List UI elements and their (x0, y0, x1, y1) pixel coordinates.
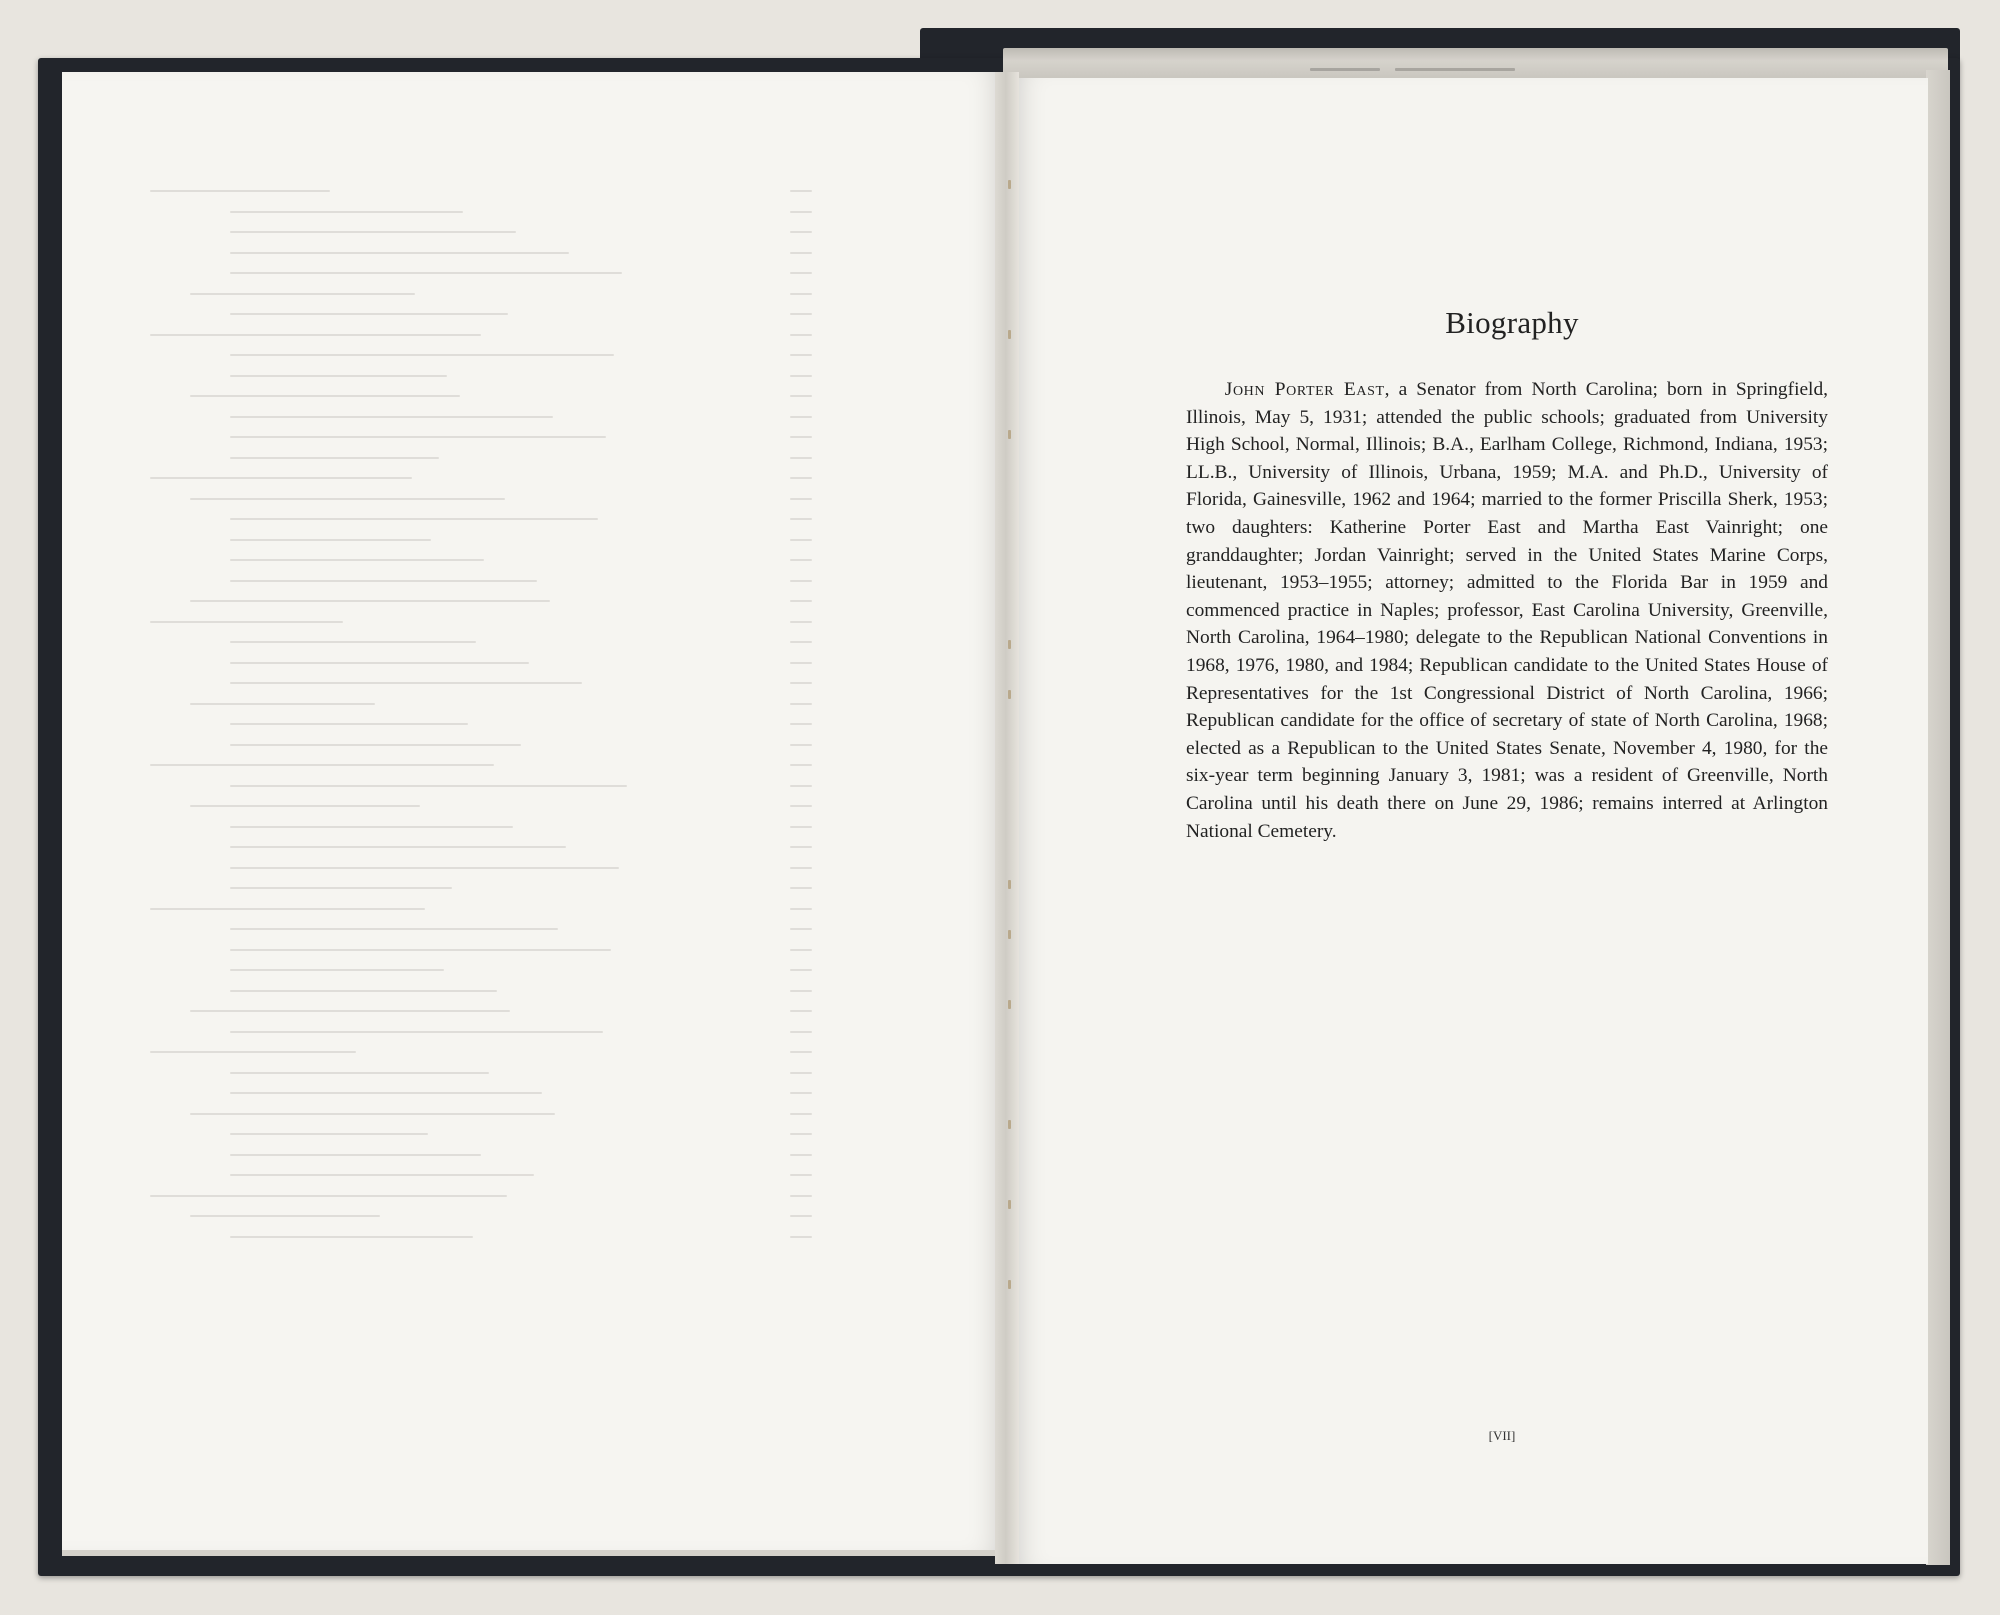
bleed-through-number (790, 867, 812, 869)
left-page-bleed-through (150, 190, 830, 1300)
bleed-through-line (230, 949, 611, 951)
bleed-through-line (150, 334, 481, 336)
bleed-through-line (230, 1133, 428, 1135)
binding-stitch (1008, 180, 1011, 189)
bleed-through-number (790, 805, 812, 807)
bleed-through-line (230, 1031, 603, 1033)
bleed-through-number (790, 1113, 812, 1115)
bleed-through-number (790, 723, 812, 725)
bleed-through-line (230, 990, 497, 992)
bleed-through-line (230, 272, 622, 274)
bleed-through-number (790, 498, 812, 500)
page-block-right-edge (1926, 70, 1950, 1565)
bleed-through-line (190, 1113, 555, 1115)
bleed-through-number (790, 621, 812, 623)
bleed-through-number (790, 682, 812, 684)
bleed-through-number (790, 744, 812, 746)
bleed-through-line (230, 375, 447, 377)
bleed-through-line (230, 1236, 473, 1238)
bleed-through-line (190, 1215, 380, 1217)
bleed-through-line (150, 1195, 507, 1197)
biography-paragraph (1186, 376, 1828, 845)
bleed-through-line (230, 1174, 534, 1176)
bleed-through-line (230, 785, 627, 787)
bleed-through-number (790, 375, 812, 377)
bleed-through-line (230, 826, 513, 828)
bleed-through-line (230, 1154, 481, 1156)
senator-name: John Porter East (1224, 379, 1385, 400)
bleed-through-number (790, 1051, 812, 1053)
binding-stitch (1008, 1120, 1011, 1129)
bleed-through-line (230, 662, 529, 664)
bleed-through-number (790, 764, 812, 766)
bleed-through-line (230, 416, 553, 418)
binding-stitch (1008, 640, 1011, 649)
bleed-through-number (790, 457, 812, 459)
bleed-through-line (190, 600, 550, 602)
bleed-through-line (230, 313, 508, 315)
bleed-through-number (790, 1195, 812, 1197)
bleed-through-number (790, 272, 812, 274)
bleed-through-number (790, 1174, 812, 1176)
bleed-through-line (230, 723, 468, 725)
bleed-through-number (790, 1010, 812, 1012)
bleed-through-line (150, 764, 494, 766)
bleed-through-line (190, 293, 415, 295)
bleed-through-line (190, 1010, 510, 1012)
biography-text: , a Senator from North Carolina; born in Springfield, Illinois, May 5, 1931; attended the public schools; graduated from University High School, Normal, Illinois; B.A., Earlham College, Richmond, Indiana, 1953; LL.B., University of Illinois, Urbana, 1959; M.A. and Ph.D., University of Florida, Gainesville, 1962 and 1964; married to the former Priscilla Sherk, 1953; two daughters: Katherine Porter East and Martha East Vainright; one granddaughter; Jordan Vainright; served in the United States Marine Corps, lieutenant, 1953–1955; attorney; admitted to the Florida Bar in 1959 and commenced practice in Naples; professor, East Carolina University, Greenville, North Carolina, 1964–1980; delegate to the Republican National Conventions in 1968, 1976, 1980, and 1984; Republican candidate to the United States House of Representatives for the 1st Congressional District of North Carolina, 1966; Republican candidate for the office of secretary of state of North Carolina, 1968; elected as a Republican to the United States Senate, November 4, 1980, for the six-year term beginning January 3, 1981; was a resident of Greenville, North Carolina until his death there on June 29, 1986; remains interred at Arlington National Cemetery. (1186, 379, 1828, 842)
bleed-through-number (790, 641, 812, 643)
bleed-through-number (790, 293, 812, 295)
bleed-through-number (790, 395, 812, 397)
bleed-through-line (230, 211, 463, 213)
bleed-through-number (790, 949, 812, 951)
bleed-through-number (790, 1133, 812, 1135)
bleed-through-line (150, 621, 343, 623)
bleed-through-number (790, 252, 812, 254)
bleed-through-number (790, 887, 812, 889)
bleed-through-line (150, 908, 425, 910)
bleed-through-line (230, 580, 537, 582)
bleed-through-line (230, 928, 558, 930)
bleed-through-number (790, 928, 812, 930)
bleed-through-number (790, 539, 812, 541)
bleed-through-line (190, 703, 375, 705)
bleed-through-number (790, 416, 812, 418)
bleed-through-line (190, 498, 505, 500)
bleed-through-line (230, 518, 598, 520)
bleed-through-line (230, 682, 582, 684)
bleed-through-number (790, 1154, 812, 1156)
bleed-through-number (790, 354, 812, 356)
bleed-through-number (790, 580, 812, 582)
bleed-through-number (790, 826, 812, 828)
bleed-through-line (230, 867, 619, 869)
binding-stitch (1008, 430, 1011, 439)
binding-stitch (1008, 930, 1011, 939)
bleed-through-number (790, 231, 812, 233)
bleed-through-number (790, 477, 812, 479)
binding-stitch (1008, 1200, 1011, 1209)
bleed-through-number (790, 990, 812, 992)
bleed-through-line (190, 805, 420, 807)
bleed-through-number (790, 334, 812, 336)
bleed-through-number (790, 785, 812, 787)
bleed-through-line (230, 744, 521, 746)
bleed-through-line (230, 457, 439, 459)
bleed-through-number (790, 436, 812, 438)
binding-stitch (1008, 330, 1011, 339)
bleed-through-number (790, 1092, 812, 1094)
bleed-through-number (790, 313, 812, 315)
page-title: Biography (1445, 305, 1579, 340)
binding-stitch (1008, 880, 1011, 889)
bleed-through-line (230, 559, 484, 561)
bleed-through-number (790, 1236, 812, 1238)
bleed-through-line (230, 887, 452, 889)
bleed-through-line (230, 252, 569, 254)
bleed-through-number (790, 600, 812, 602)
bleed-through-number (790, 908, 812, 910)
bleed-through-line (230, 1072, 489, 1074)
binding-stitch (1008, 690, 1011, 699)
bleed-through-number (790, 211, 812, 213)
binding-stitch (1008, 1000, 1011, 1009)
bleed-through-number (790, 662, 812, 664)
book-gutter (995, 72, 1019, 1564)
bleed-through-number (790, 1072, 812, 1074)
bleed-through-number (790, 1031, 812, 1033)
bleed-through-line (230, 231, 516, 233)
bleed-through-number (790, 518, 812, 520)
bleed-through-line (230, 846, 566, 848)
bleed-through-line (230, 969, 444, 971)
bleed-through-number (790, 190, 812, 192)
bleed-through-line (230, 539, 431, 541)
bleed-through-number (790, 559, 812, 561)
bleed-through-number (790, 1215, 812, 1217)
bleed-through-number (790, 969, 812, 971)
bleed-through-line (230, 354, 614, 356)
page-number: [VII] (1488, 1428, 1516, 1443)
bleed-through-line (150, 1051, 356, 1053)
bleed-through-line (190, 395, 460, 397)
bleed-through-number (790, 703, 812, 705)
binding-stitch (1008, 1280, 1011, 1289)
bleed-through-line (150, 190, 330, 192)
bleed-through-line (230, 436, 606, 438)
bleed-through-line (230, 1092, 542, 1094)
bleed-through-line (230, 641, 476, 643)
bleed-through-number (790, 846, 812, 848)
bleed-through-line (150, 477, 412, 479)
